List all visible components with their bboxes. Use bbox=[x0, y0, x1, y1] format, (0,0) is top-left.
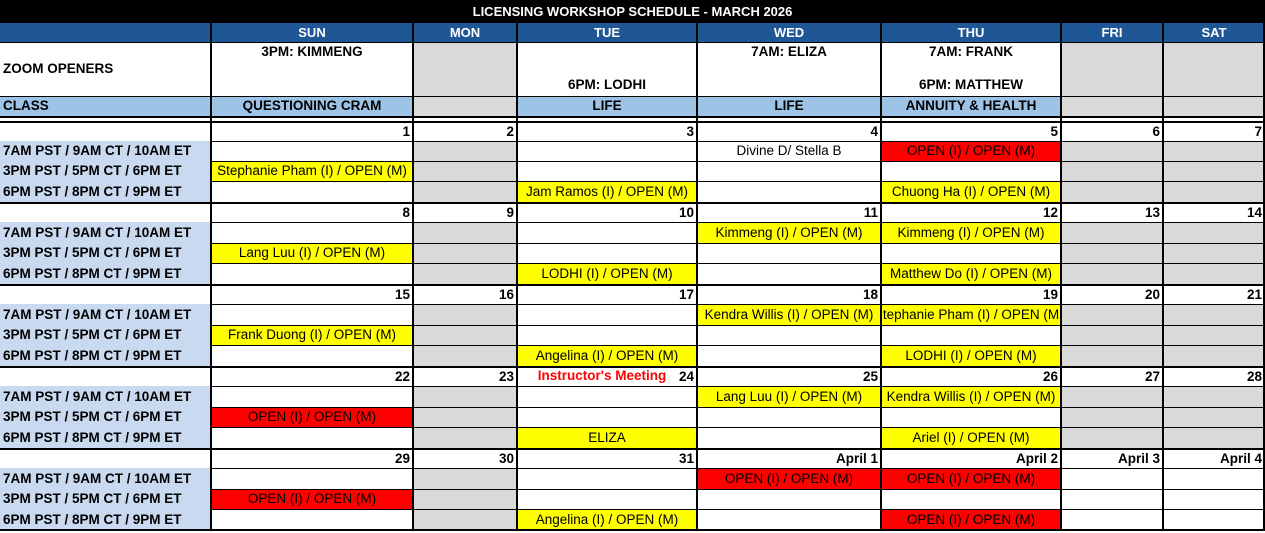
session-slot bbox=[517, 243, 697, 263]
session-slot bbox=[517, 304, 697, 325]
class-sun: QUESTIONING CRAM bbox=[211, 96, 413, 116]
session-slot[interactable]: Kendra Willis (I) / OPEN (M) bbox=[881, 386, 1061, 407]
time-slot-label: 7AM PST / 9AM CT / 10AM ET bbox=[0, 141, 211, 161]
date-number: 2 bbox=[506, 124, 514, 139]
slot-divider bbox=[211, 263, 1265, 264]
slot-divider bbox=[211, 141, 1265, 142]
session-slot bbox=[413, 161, 517, 181]
session-slot bbox=[211, 509, 413, 530]
session-slot bbox=[1061, 345, 1163, 366]
date-number: 14 bbox=[1246, 205, 1262, 220]
session-slot[interactable]: Stephanie Pham (I) / OPEN (M) bbox=[211, 161, 413, 181]
date-number: 8 bbox=[402, 205, 410, 220]
session-slot bbox=[697, 489, 881, 509]
session-slot bbox=[517, 222, 697, 243]
date-number: 20 bbox=[1144, 287, 1160, 302]
session-slot bbox=[1061, 509, 1163, 530]
date-number: 29 bbox=[394, 451, 410, 466]
sheet-title: LICENSING WORKSHOP SCHEDULE - MARCH 2026 bbox=[0, 0, 1265, 22]
day-header-tue: TUE bbox=[517, 22, 697, 42]
session-slot bbox=[413, 304, 517, 325]
session-slot bbox=[697, 263, 881, 284]
session-slot bbox=[211, 304, 413, 325]
week-1-date-label-cell bbox=[0, 121, 211, 141]
session-slot bbox=[1163, 489, 1265, 509]
time-slot-label: 7AM PST / 9AM CT / 10AM ET bbox=[0, 222, 211, 243]
session-slot[interactable]: OPEN (I) / OPEN (M) bbox=[211, 489, 413, 509]
slot-divider bbox=[211, 222, 1265, 223]
session-slot bbox=[413, 263, 517, 284]
date-number: 10 bbox=[678, 205, 694, 220]
zoom-opener-row2-tue bbox=[517, 62, 697, 74]
session-slot[interactable]: OPEN (I) / OPEN (M) bbox=[881, 509, 1061, 530]
session-slot bbox=[1163, 304, 1265, 325]
session-slot[interactable]: Lang Luu (I) / OPEN (M) bbox=[211, 243, 413, 263]
week-divider bbox=[0, 284, 1265, 286]
week-divider bbox=[0, 366, 1265, 368]
zoom-opener-row3-mon bbox=[413, 74, 517, 96]
time-slot-label: 3PM PST / 5PM CT / 6PM ET bbox=[0, 407, 211, 427]
week-divider bbox=[0, 448, 1265, 450]
class-wed: LIFE bbox=[697, 96, 881, 116]
session-slot bbox=[211, 386, 413, 407]
session-slot[interactable]: Lang Luu (I) / OPEN (M) bbox=[697, 386, 881, 407]
date-number: 9 bbox=[506, 205, 514, 220]
session-slot[interactable]: tephanie Pham (I) / OPEN (M bbox=[881, 304, 1061, 325]
date-number: 5 bbox=[1050, 124, 1058, 139]
session-slot[interactable]: OPEN (I) / OPEN (M) bbox=[211, 407, 413, 427]
session-slot bbox=[1061, 427, 1163, 448]
session-slot bbox=[1163, 141, 1265, 161]
zoom-opener-row2-mon bbox=[413, 62, 517, 74]
session-slot bbox=[517, 161, 697, 181]
session-slot[interactable]: Matthew Do (I) / OPEN (M) bbox=[881, 263, 1061, 284]
session-slot bbox=[1163, 345, 1265, 366]
session-slot bbox=[1061, 222, 1163, 243]
zoom-opener-row2-sun bbox=[211, 62, 413, 74]
time-slot-label: 7AM PST / 9AM CT / 10AM ET bbox=[0, 304, 211, 325]
session-slot[interactable]: LODHI (I) / OPEN (M) bbox=[517, 263, 697, 284]
zoom-opener-row3-sun[interactable] bbox=[211, 74, 413, 96]
column-divider bbox=[880, 22, 882, 530]
zoom-opener-row2-sat bbox=[1163, 62, 1265, 74]
session-slot bbox=[211, 263, 413, 284]
session-slot[interactable]: OPEN (I) / OPEN (M) bbox=[881, 468, 1061, 489]
day-header-mon: MON bbox=[413, 22, 517, 42]
session-slot bbox=[881, 161, 1061, 181]
zoom-opener-row1-mon bbox=[413, 42, 517, 62]
date-number: 21 bbox=[1246, 287, 1262, 302]
session-slot bbox=[1163, 509, 1265, 530]
time-slot-label: 6PM PST / 8PM CT / 9PM ET bbox=[0, 345, 211, 366]
week-divider bbox=[0, 121, 1265, 123]
zoom-opener-row3-fri bbox=[1061, 74, 1163, 96]
session-slot bbox=[697, 181, 881, 202]
session-slot bbox=[697, 161, 881, 181]
session-slot bbox=[517, 325, 697, 345]
zoom-opener-row3-sat bbox=[1163, 74, 1265, 96]
session-slot bbox=[413, 243, 517, 263]
column-divider bbox=[696, 22, 698, 530]
class-thu: ANNUITY & HEALTH bbox=[881, 96, 1061, 116]
session-slot bbox=[413, 345, 517, 366]
session-slot[interactable]: Angelina (I) / OPEN (M) bbox=[517, 345, 697, 366]
day-header-sun: SUN bbox=[211, 22, 413, 42]
column-divider bbox=[1162, 22, 1164, 530]
grid-line bbox=[0, 22, 1265, 23]
date-number: 12 bbox=[1042, 205, 1058, 220]
grid-line bbox=[0, 42, 211, 43]
zoom-opener-row1-wed[interactable]: 7AM: ELIZA bbox=[751, 44, 827, 60]
slot-divider bbox=[211, 325, 1265, 326]
time-slot-label: 3PM PST / 5PM CT / 6PM ET bbox=[0, 489, 211, 509]
instructors-meeting-note: Instructor's Meeting bbox=[537, 368, 667, 384]
top-border bbox=[0, 0, 1265, 2]
session-slot bbox=[413, 427, 517, 448]
session-slot bbox=[1061, 489, 1163, 509]
session-slot bbox=[517, 489, 697, 509]
session-slot bbox=[1061, 263, 1163, 284]
grid-line bbox=[211, 42, 1265, 43]
session-slot bbox=[697, 345, 881, 366]
session-slot bbox=[413, 407, 517, 427]
date-number: 22 bbox=[394, 369, 410, 384]
session-slot bbox=[1163, 427, 1265, 448]
date-number: 27 bbox=[1144, 369, 1160, 384]
grid-line bbox=[0, 96, 1265, 97]
session-slot bbox=[881, 489, 1061, 509]
date-number: 26 bbox=[1042, 369, 1058, 384]
day-header-thu: THU bbox=[881, 22, 1061, 42]
session-slot bbox=[881, 243, 1061, 263]
zoom-openers-label: ZOOM OPENERS bbox=[3, 61, 114, 77]
date-number: 16 bbox=[498, 287, 514, 302]
session-slot bbox=[1163, 407, 1265, 427]
slot-divider bbox=[211, 407, 1265, 408]
session-slot bbox=[413, 468, 517, 489]
slot-divider bbox=[211, 509, 1265, 510]
slot-divider bbox=[211, 427, 1265, 428]
slot-divider bbox=[211, 386, 1265, 387]
zoom-opener-row1-fri bbox=[1061, 42, 1163, 62]
time-slot-label: 7AM PST / 9AM CT / 10AM ET bbox=[0, 386, 211, 407]
time-slot-label: 6PM PST / 8PM CT / 9PM ET bbox=[0, 427, 211, 448]
column-divider bbox=[210, 22, 212, 530]
time-slot-label: 7AM PST / 9AM CT / 10AM ET bbox=[0, 468, 211, 489]
session-slot[interactable]: Divine D/ Stella B bbox=[736, 143, 842, 159]
zoom-opener-row2-thu bbox=[881, 62, 1061, 74]
session-slot bbox=[211, 427, 413, 448]
time-slot-label: 6PM PST / 8PM CT / 9PM ET bbox=[0, 509, 211, 530]
session-slot bbox=[1061, 304, 1163, 325]
slot-divider bbox=[211, 304, 1265, 305]
session-slot bbox=[1163, 263, 1265, 284]
session-slot[interactable]: Angelina (I) / OPEN (M) bbox=[517, 509, 697, 530]
session-slot[interactable]: ELIZA bbox=[517, 427, 697, 448]
session-slot[interactable]: Ariel (I) / OPEN (M) bbox=[881, 427, 1061, 448]
session-slot bbox=[697, 243, 881, 263]
session-slot bbox=[413, 222, 517, 243]
session-slot bbox=[517, 141, 697, 161]
time-slot-label: 6PM PST / 8PM CT / 9PM ET bbox=[0, 263, 211, 284]
session-slot bbox=[697, 407, 881, 427]
date-number: 4 bbox=[870, 124, 878, 139]
session-slot bbox=[211, 222, 413, 243]
session-slot bbox=[211, 345, 413, 366]
slot-divider bbox=[211, 181, 1265, 182]
date-number: 15 bbox=[394, 287, 410, 302]
slot-divider bbox=[211, 468, 1265, 469]
date-number: April 1 bbox=[835, 451, 878, 466]
session-slot bbox=[697, 427, 881, 448]
session-slot bbox=[881, 325, 1061, 345]
class-mon bbox=[413, 96, 517, 116]
zoom-opener-row2-fri bbox=[1061, 62, 1163, 74]
session-slot bbox=[413, 141, 517, 161]
session-slot bbox=[517, 407, 697, 427]
week-4-date-label-cell bbox=[0, 366, 211, 386]
session-slot bbox=[517, 386, 697, 407]
zoom-opener-row1-thu[interactable]: 7AM: FRANK bbox=[929, 44, 1013, 60]
day-header-sat: SAT bbox=[1163, 22, 1265, 42]
zoom-opener-row1-tue[interactable] bbox=[517, 42, 697, 62]
date-number: 25 bbox=[862, 369, 878, 384]
session-slot bbox=[1061, 468, 1163, 489]
date-number: 1 bbox=[402, 124, 410, 139]
week-2-date-label-cell bbox=[0, 202, 211, 222]
session-slot[interactable]: OPEN (I) / OPEN (M) bbox=[881, 141, 1061, 161]
week-5-date-label-cell bbox=[0, 448, 211, 468]
session-slot[interactable]: Frank Duong (I) / OPEN (M) bbox=[211, 325, 413, 345]
class-fri bbox=[1061, 96, 1163, 116]
date-number: 7 bbox=[1254, 124, 1262, 139]
slot-divider bbox=[211, 489, 1265, 490]
zoom-opener-row1-sun[interactable]: 3PM: KIMMENG bbox=[261, 44, 363, 60]
session-slot[interactable]: Kendra Willis (I) / OPEN (M) bbox=[697, 304, 881, 325]
session-slot bbox=[1061, 141, 1163, 161]
slot-divider bbox=[211, 243, 1265, 244]
date-number: 17 bbox=[678, 287, 694, 302]
column-divider bbox=[1060, 22, 1062, 530]
session-slot bbox=[697, 325, 881, 345]
week-divider bbox=[0, 202, 1265, 204]
date-number: 30 bbox=[498, 451, 514, 466]
class-tue: LIFE bbox=[517, 96, 697, 116]
session-slot bbox=[1163, 243, 1265, 263]
grid-line bbox=[0, 116, 1265, 118]
session-slot[interactable]: Jam Ramos (I) / OPEN (M) bbox=[517, 181, 697, 202]
session-slot bbox=[881, 407, 1061, 427]
session-slot bbox=[211, 468, 413, 489]
zoom-opener-row3-tue[interactable]: 6PM: LODHI bbox=[567, 77, 646, 93]
session-slot bbox=[1163, 386, 1265, 407]
date-number: 11 bbox=[863, 205, 878, 220]
date-number: 6 bbox=[1152, 124, 1160, 139]
time-slot-label: 3PM PST / 5PM CT / 6PM ET bbox=[0, 243, 211, 263]
slot-divider bbox=[211, 345, 1265, 346]
zoom-opener-row3-wed[interactable] bbox=[697, 74, 881, 96]
date-number: 31 bbox=[678, 451, 694, 466]
session-slot bbox=[413, 181, 517, 202]
session-slot bbox=[413, 325, 517, 345]
bottom-border bbox=[0, 529, 1265, 531]
session-slot[interactable]: OPEN (I) / OPEN (M) bbox=[697, 468, 881, 489]
date-number: 3 bbox=[686, 124, 694, 139]
date-number: April 2 bbox=[1015, 451, 1058, 466]
class-label: CLASS bbox=[0, 96, 211, 116]
time-slot-label: 3PM PST / 5PM CT / 6PM ET bbox=[0, 325, 211, 345]
session-slot bbox=[1061, 161, 1163, 181]
session-slot bbox=[413, 489, 517, 509]
date-number: 24 bbox=[678, 369, 694, 384]
slot-divider bbox=[211, 161, 1265, 162]
session-slot bbox=[1163, 222, 1265, 243]
date-number: 13 bbox=[1144, 205, 1160, 220]
zoom-opener-row3-thu[interactable]: 6PM: MATTHEW bbox=[919, 77, 1023, 93]
date-number: April 3 bbox=[1117, 451, 1160, 466]
session-slot bbox=[517, 468, 697, 489]
date-number: 28 bbox=[1246, 369, 1262, 384]
day-header-fri: FRI bbox=[1061, 22, 1163, 42]
session-slot[interactable]: Kimmeng (I) / OPEN (M) bbox=[697, 222, 881, 243]
session-slot bbox=[1163, 468, 1265, 489]
session-slot[interactable]: Kimmeng (I) / OPEN (M) bbox=[881, 222, 1061, 243]
session-slot bbox=[413, 509, 517, 530]
column-divider bbox=[412, 22, 414, 530]
session-slot bbox=[1163, 181, 1265, 202]
session-slot bbox=[1163, 161, 1265, 181]
day-header-label-cell bbox=[0, 22, 211, 42]
session-slot bbox=[697, 509, 881, 530]
day-header-wed: WED bbox=[697, 22, 881, 42]
date-number: 18 bbox=[862, 287, 878, 302]
session-slot[interactable]: LODHI (I) / OPEN (M) bbox=[881, 345, 1061, 366]
session-slot bbox=[1061, 407, 1163, 427]
session-slot bbox=[1061, 243, 1163, 263]
session-slot bbox=[1061, 325, 1163, 345]
date-number: 23 bbox=[498, 369, 514, 384]
zoom-opener-row2-wed bbox=[697, 62, 881, 74]
session-slot bbox=[1061, 181, 1163, 202]
class-sat bbox=[1163, 96, 1265, 116]
session-slot bbox=[211, 181, 413, 202]
time-slot-label: 3PM PST / 5PM CT / 6PM ET bbox=[0, 161, 211, 181]
session-slot bbox=[211, 141, 413, 161]
zoom-opener-row1-sat bbox=[1163, 42, 1265, 62]
column-divider bbox=[516, 22, 518, 530]
session-slot bbox=[1061, 386, 1163, 407]
session-slot[interactable]: Chuong Ha (I) / OPEN (M) bbox=[881, 181, 1061, 202]
date-number: April 4 bbox=[1219, 451, 1262, 466]
date-number: 19 bbox=[1042, 287, 1058, 302]
week-3-date-label-cell bbox=[0, 284, 211, 304]
session-slot bbox=[1163, 325, 1265, 345]
session-slot bbox=[413, 386, 517, 407]
time-slot-label: 6PM PST / 8PM CT / 9PM ET bbox=[0, 181, 211, 202]
